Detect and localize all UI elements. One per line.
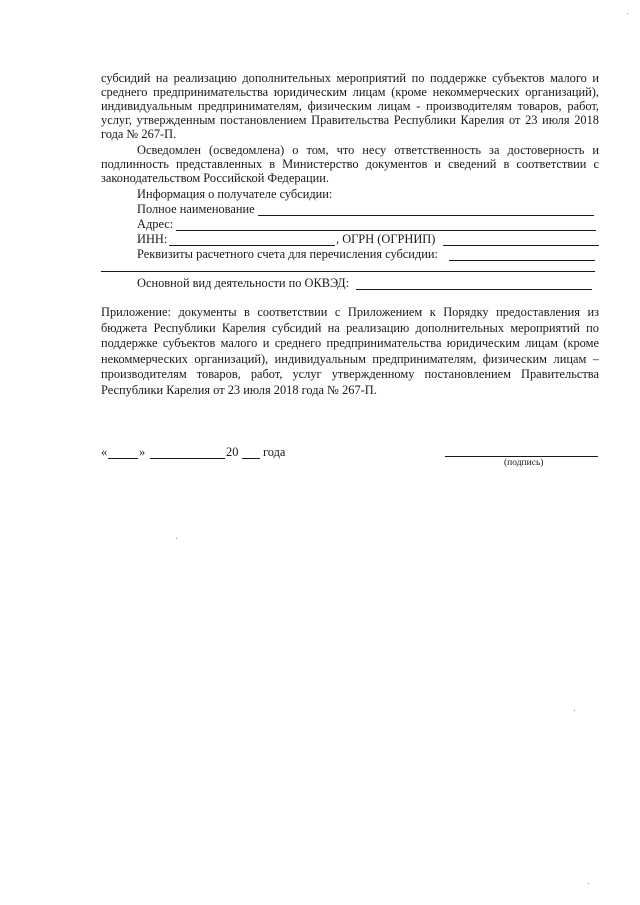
date-century: 20: [226, 445, 239, 459]
scan-speck: [627, 13, 628, 14]
scan-speck: [588, 883, 589, 884]
date-year-field[interactable]: [242, 458, 260, 459]
date-close-quote: »: [139, 445, 146, 459]
date-day-field[interactable]: [108, 458, 138, 459]
scan-speck: [176, 538, 177, 539]
okved-label: Основной вид деятельности по ОКВЭД:: [137, 276, 350, 290]
account-label: Реквизиты расчетного счета для перечисления субсидии:: [137, 247, 438, 261]
account-field-continuation[interactable]: [101, 271, 595, 272]
signature-caption: (подпись): [504, 458, 544, 468]
account-field[interactable]: [449, 260, 595, 261]
full-name-label: Полное наименование: [137, 202, 255, 216]
recipient-info-heading: Информация о получателе субсидии:: [137, 187, 333, 201]
address-label: Адрес:: [137, 217, 174, 231]
ogrn-field[interactable]: [443, 245, 599, 246]
address-field[interactable]: [176, 230, 596, 231]
acknowledgement-paragraph: Осведомлен (осведомлена) о том, что несу ответственность за достоверность и подлинность представленных в Министерство документов и сведений в соответствии с законодательством Российской Федерации.: [101, 143, 599, 185]
appendix-paragraph: Приложение: документы в соответствии с Приложением к Порядку предоставления из бюджета Республики Карелия субсидий на реализацию дополнительных мероприятий по поддержке субъектов малого и среднего предпринимательства юридическим лицам (кроме некоммерческих организаций), индивидуальным предпринимателям, физическим лицам – производителям товаров, работ, услуг утвержденному постановлением Правительства Республики Карелия от 23 июля 2018 года № 267-П.: [101, 305, 599, 397]
date-month-field[interactable]: [150, 458, 225, 459]
inn-field[interactable]: [169, 245, 335, 246]
inn-label: ИНН:: [137, 232, 168, 246]
scan-speck: [574, 710, 575, 711]
okved-field[interactable]: [356, 289, 592, 290]
date-suffix: года: [263, 445, 286, 459]
full-name-field[interactable]: [258, 215, 594, 216]
ogrn-label: , ОГРН (ОГРНИП): [336, 232, 436, 246]
signature-field[interactable]: [445, 456, 598, 457]
date-open-quote: «: [101, 445, 108, 459]
intro-paragraph: субсидий на реализацию дополнительных мероприятий по поддержке субъектов малого и среднего предпринимательства юридическим лицам (кроме некоммерческих организаций), индивидуальным предпринимателям, физическим лицам - производителям товаров, работ, услуг, утвержденным постановлением Правительства Республики Карелия от 23 июля 2018 года № 267-П.: [101, 71, 599, 141]
